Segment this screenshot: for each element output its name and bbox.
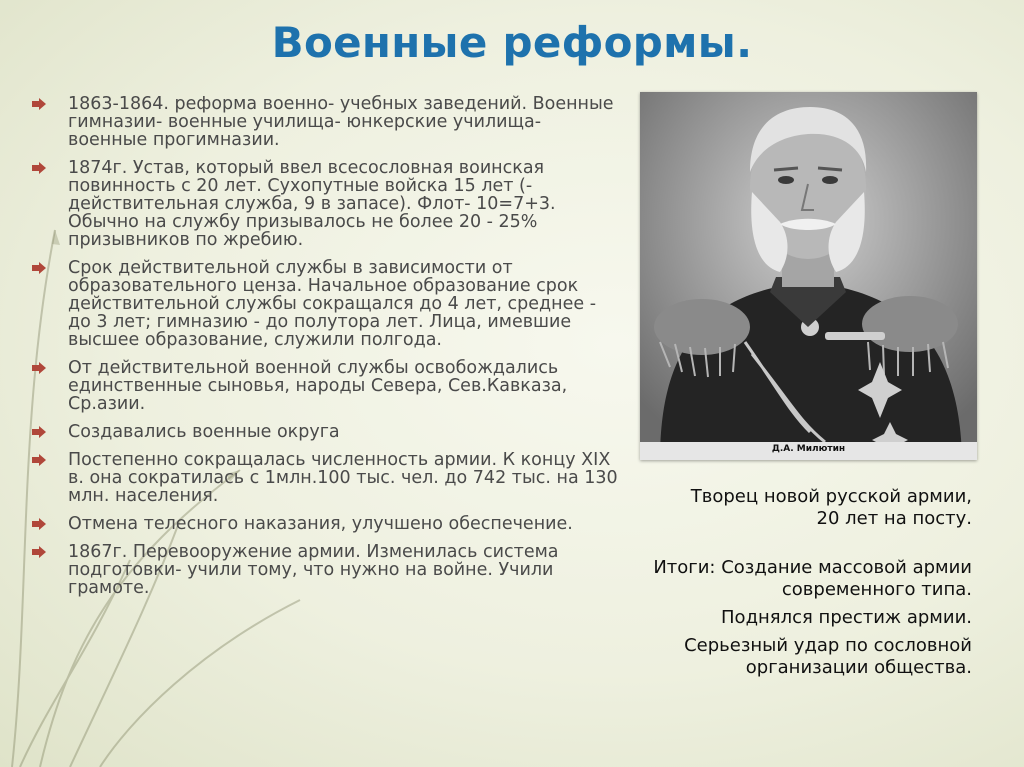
bullet-text: 1874г. Устав, который ввел всесословная воинская повинность с 20 лет. Сухопутные войска 15 лет (-действительная служба, 9 в запасе). Флот- 10=7+3. Обычно на службу призывалось не более 20 - 25% призывников по жребию. [68, 158, 556, 250]
bullet-text: Создавались военные округа [68, 422, 340, 442]
bullet-item [30, 259, 620, 349]
reform-bullet-list [30, 95, 620, 607]
bullet-text: От действительной военной службы освобождались единственные сыновья, народы Севера, Сев.Кавказа, Ср.азии. [68, 358, 568, 414]
bullet-item [30, 515, 620, 533]
bullet-item [30, 451, 620, 505]
portrait-drawing [640, 92, 977, 460]
bullet-item [30, 543, 620, 597]
portrait-caption: Д.А. Милютин [771, 444, 846, 454]
bullet-text: Отмена телесного наказания, улучшено обеспечение. [68, 514, 573, 534]
arrow-bullet-icon [32, 426, 46, 438]
arrow-bullet-icon [32, 362, 46, 374]
arrow-bullet-icon [32, 518, 46, 530]
arrow-bullet-icon [32, 546, 46, 558]
bullet-item [30, 159, 620, 249]
arrow-bullet-icon [32, 98, 46, 110]
bullet-text: Постепенно сокращалась численность армии. К концу XIX в. она сократилась с 1млн.100 тыс. чел. до 742 тыс. на 130 млн. населения. [68, 450, 618, 506]
bullet-item [30, 95, 620, 149]
results-note: Итоги: Создание массовой армии современного типа. [653, 557, 972, 600]
bullet-text: 1867г. Перевооружение армии. Изменилась система подготовки- учили тому, что нужно на войне. Учили грамоте. [68, 542, 559, 598]
arrow-bullet-icon [32, 262, 46, 274]
arrow-bullet-icon [32, 454, 46, 466]
bullet-item [30, 359, 620, 413]
prestige-note: Поднялся престиж армии. [721, 607, 972, 628]
arrow-bullet-icon [32, 162, 46, 174]
bullet-item [30, 423, 620, 441]
estate-blow-note: Серьезный удар по сословной организации общества. [684, 635, 972, 678]
bullet-text: Срок действительной службы в зависимости от образовательного ценза. Начальное образование срок действительной службы сокращался до 4 лет, среднее - до 3 лет; гимназию - до полутора лет. Лица, имевшие высшее образование, служили полгода. [68, 258, 597, 350]
bullet-text: 1863-1864. реформа военно- учебных заведений. Военные гимназии- военные училища- юнкерские училища- военные прогимназии. [68, 94, 614, 150]
portrait-milyutin [640, 92, 977, 460]
creator-note: Творец новой русской армии, 20 лет на посту. [690, 486, 972, 529]
slide-title: Военные реформы. [271, 18, 753, 67]
